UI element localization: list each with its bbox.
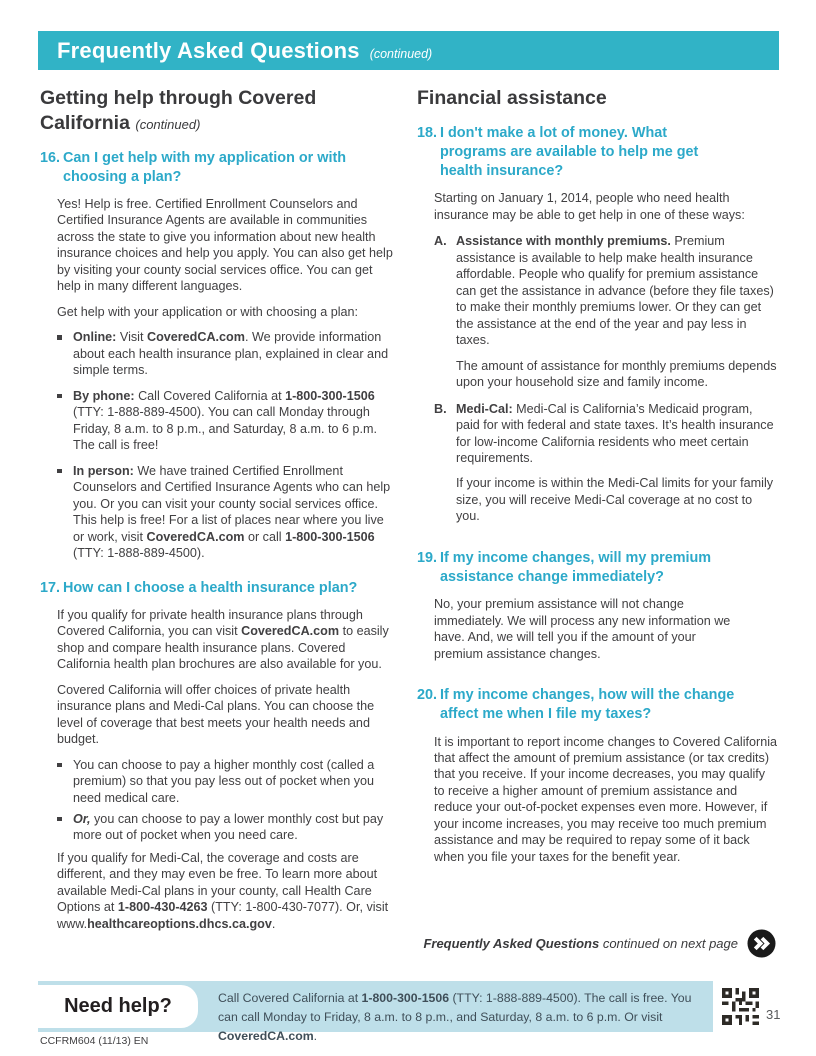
square-bullet-icon (57, 329, 73, 378)
question-17-number: 17. (40, 579, 61, 596)
question-19-answer (434, 596, 778, 662)
q16-bullet-by-phone (57, 388, 397, 454)
need-help-contact-text: Call Covered California at 1-800-300-1506 (TTY: 1-888-889-4500). The call is free. You can call Monday to Friday, 8 a.m. to 8 p.m., and Saturday, 8 a.m. to 6 p.m. Or visit CoveredCA.com. (218, 991, 692, 1044)
q18-item-a-paragraph-2: The amount of assistance for monthly premiums depends upon your household size and family income. (456, 358, 777, 390)
page-number: 31 (766, 1007, 781, 1022)
q18-item-b-label: B. (434, 401, 447, 416)
square-bullet-icon (57, 811, 73, 844)
q16-bullet-online-text: Online: Visit CoveredCA.com. We provide information about each health insurance plan, explained in clear and simple terms. (73, 330, 389, 378)
q19-paragraph-1: No, your premium assistance will not change immediately. We will process any new information we have. And, we will tell you if the amount of your premium assistance changes. (434, 597, 731, 661)
q18-item-a (434, 233, 778, 390)
q16-bullet-in-person (57, 463, 397, 562)
q17-paragraph-1: If you qualify for private health insurance plans through Covered California, you can visit CoveredCA.com to easily shop and compare health insurance plans. Covered California health plan brochures are also available for you. (57, 607, 389, 672)
q17-bullet-lower-cost (57, 811, 397, 844)
question-16-answer (57, 196, 397, 562)
q18-item-b (434, 401, 778, 525)
q17-bullet-higher-cost-text: You can choose to pay a higher monthly cost (called a premium) so that you pay less out of pocket when you need medical care. (73, 757, 375, 805)
question-18-answer (434, 190, 778, 525)
q18-item-a-label: A. (434, 234, 447, 249)
question-16-number: 16. (40, 149, 61, 166)
question-17-heading (40, 579, 397, 598)
question-19-heading (417, 549, 778, 587)
fast-forward-icon (747, 929, 776, 958)
question-16 (40, 149, 397, 562)
q18-item-b-paragraph-2: If your income is within the Medi-Cal limits for your family size, you will receive Medi-Cal coverage at no cost to you. (456, 476, 774, 524)
question-16-heading (40, 149, 397, 187)
square-bullet-icon (57, 388, 73, 454)
left-column (40, 86, 397, 932)
question-17-answer (57, 607, 397, 933)
question-20-text: If my income changes, how will the change affect me when I file my taxes? (440, 687, 735, 723)
question-17 (40, 579, 397, 933)
page-title: Frequently Asked Questions (57, 37, 360, 63)
q17-paragraph-3: If you qualify for Medi-Cal, the coverage and costs are different, and they may even be free. To learn more about available Medi-Cal plans in your county, call Health Care Options at 1-800-430-4263 (TTY: 1-800-430-7077). Or, visit www.healthcareoptions.dhcs.ca.gov. (57, 850, 389, 931)
form-code: CCFRM604 (11/13) EN (40, 1035, 149, 1047)
page-title-continued: (continued) (369, 47, 433, 61)
section-title-continued: (continued) (135, 116, 201, 132)
q16-bullet-online (57, 329, 397, 378)
q18-item-a-paragraph-1: Assistance with monthly premiums. Premium assistance is available to help make health insurance affordable. People who qualify for premium assistance can get the assistance in advance (before they file taxes) to make their monthly premiums lower. Or they can get the assistance at the end of the year and pay less in taxes. (456, 234, 774, 348)
square-bullet-icon (57, 757, 73, 806)
question-18-number: 18. (417, 124, 438, 141)
q17-paragraph-2: Covered California will offer choices of private health insurance plans and Medi-Cal plans. You can choose the level of coverage that best meets your health needs and budget. (57, 682, 375, 747)
question-19-text: If my income changes, will my premium assistance change immediately? (440, 549, 712, 586)
need-help-label: Need help? (64, 995, 172, 1017)
q18-item-b-paragraph-1: Medi-Cal: Medi-Cal is California’s Medicaid program, paid for with federal and state taxes. It’s health insurance for low-income California residents who meet certain requirements. (456, 401, 774, 465)
q18-paragraph-1: Starting on January 1, 2014, people who need health insurance may be able to get help in one of these ways: (434, 191, 745, 222)
question-20-answer (434, 734, 778, 866)
continued-on-next-page-note (423, 929, 776, 958)
question-18-heading (417, 124, 778, 181)
right-column (417, 86, 778, 932)
q16-paragraph-2: Get help with your application or with choosing a plan: (57, 304, 359, 319)
faq-columns (40, 86, 778, 932)
page-header-bar (38, 31, 779, 70)
need-help-label-pill (38, 985, 198, 1028)
question-19 (417, 549, 778, 662)
q16-bullet-in-person-text: In person: We have trained Certified Enrollment Counselors and Certified Insurance Agents who can help you. Or you can visit your county social services office. This help is free! For a list of places near where you live or work, visit CoveredCA.com or call 1-800-300-1506 (TTY: 1-888-889-4500). (73, 463, 391, 561)
q17-bullet-higher-cost (57, 757, 397, 806)
q17-bullet-lower-cost-text: Or, you can choose to pay a lower monthly cost but pay more out of pocket when you need care. (73, 811, 384, 843)
question-16-text: Can I get help with my application or with choosing a plan? (63, 149, 347, 185)
qr-code (722, 988, 759, 1025)
question-20 (417, 686, 778, 865)
question-20-heading (417, 686, 778, 724)
q18-item-a-content (456, 233, 778, 390)
question-17-text: How can I choose a health insurance plan? (63, 579, 358, 596)
section-title-financial-assistance: Financial assistance (417, 87, 607, 109)
q16-paragraph-1: Yes! Help is free. Certified Enrollment Counselors and Certified Insurance Agents are available in communities across the state to give you information about new health insurance choices and help you apply. You can also get help by visiting your county social services office. You can get help in many different languages. (57, 196, 393, 294)
square-bullet-icon (57, 463, 73, 562)
question-18-text: I don't make a lot of money. What programs are available to help me get health insurance? (440, 124, 699, 180)
q16-bullet-by-phone-text: By phone: Call Covered California at 1-800-300-1506 (TTY: 1-888-889-4500). You can call Monday through Friday, 8 a.m. to 8 p.m., and Saturday, 8 a.m. to 6 p.m. The call is free! (73, 388, 378, 453)
question-20-number: 20. (417, 687, 438, 704)
q18-item-b-content (456, 401, 778, 525)
section-title-text: Getting help through Covered California (40, 87, 317, 134)
section-title-getting-help (40, 86, 397, 136)
question-18 (417, 124, 778, 525)
q20-paragraph-1: It is important to report income changes to Covered California that affect the amount of premium assistance (or tax credits) that you receive. If your income decreases, you may qualify to receive a higher amount of premium assistance and reduce your out-of-pocket expenses even more. However, if your income increases, you may receive too much premium assistance and may be required to repay some of it back when you file your taxes for the benefit year. (434, 734, 777, 864)
continued-note-text: Frequently Asked Questions continued on next page (423, 936, 738, 951)
question-19-number: 19. (417, 549, 438, 566)
